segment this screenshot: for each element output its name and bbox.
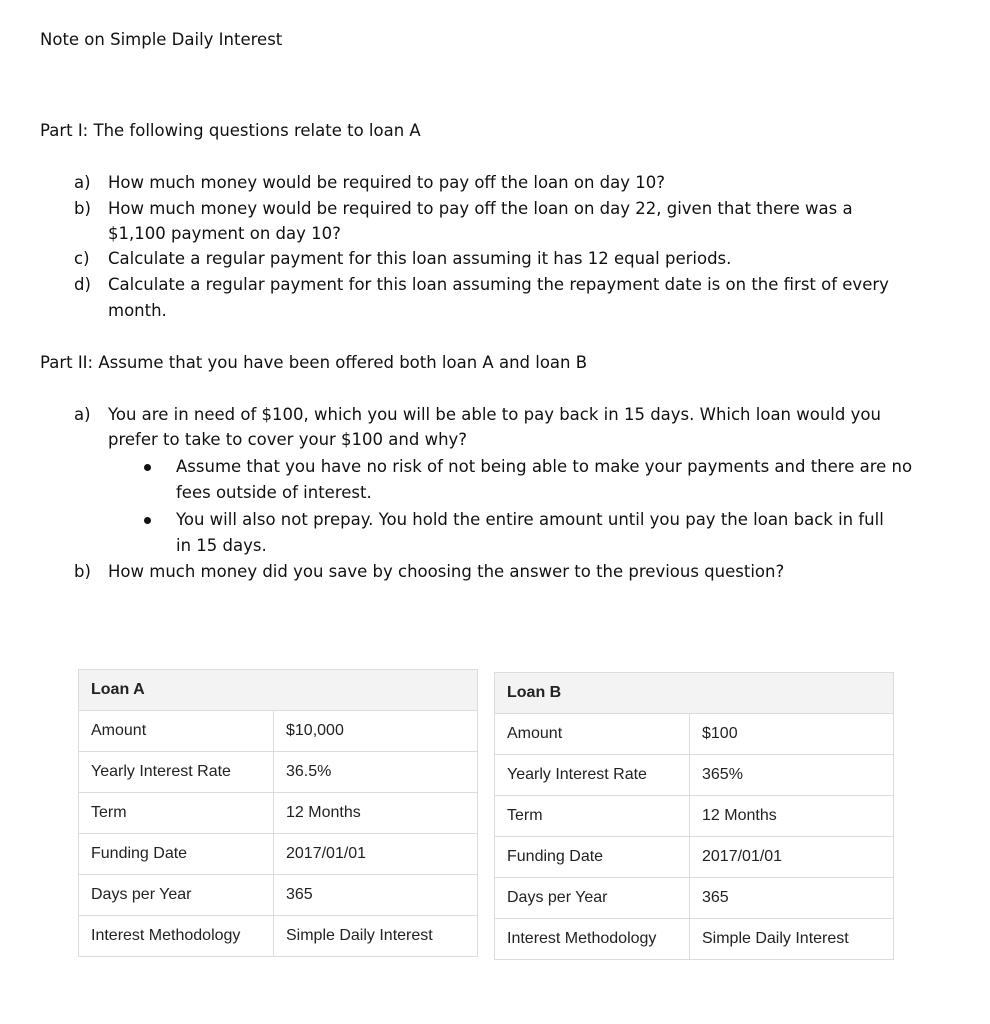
table-row xyxy=(79,916,478,957)
loan-a-label-method: Interest Methodology xyxy=(79,916,274,957)
loan-b-value-rate: 365% xyxy=(690,755,894,796)
loan-a-header: Loan A xyxy=(79,670,478,711)
loan-a-value-rate: 36.5% xyxy=(274,752,478,793)
loan-b-header: Loan B xyxy=(495,673,894,714)
table-row xyxy=(495,755,894,796)
table-row xyxy=(79,752,478,793)
part1-item-b-line2: $1,100 payment on day 10? xyxy=(108,224,341,243)
part1-item-c-line1: Calculate a regular payment for this loan assuming it has 12 equal periods. xyxy=(108,249,732,268)
loan-a-value-funding: 2017/01/01 xyxy=(274,834,478,875)
table-row xyxy=(79,711,478,752)
loan-a-value-term: 12 Months xyxy=(274,793,478,834)
loan-a-label-days: Days per Year xyxy=(79,875,274,916)
loan-b-value-funding: 2017/01/01 xyxy=(690,837,894,878)
part1-item-b-line1: How much money would be required to pay off the loan on day 22, given that there was a xyxy=(108,199,853,218)
bullet-1-line2: fees outside of interest. xyxy=(176,483,372,502)
table-row xyxy=(495,714,894,755)
loan-b-table xyxy=(494,672,894,960)
part1-item-c-marker: c) xyxy=(74,249,90,268)
table-row xyxy=(79,875,478,916)
table-header-row xyxy=(79,670,478,711)
loan-a-label-amount: Amount xyxy=(79,711,274,752)
part2-item-a-line1: You are in need of $100, which you will be able to pay back in 15 days. Which loan would you xyxy=(108,405,881,424)
bullet-2-line1: You will also not prepay. You hold the entire amount until you pay the loan back in full xyxy=(176,510,884,529)
part1-item-d-line1: Calculate a regular payment for this loan assuming the repayment date is on the first of every xyxy=(108,275,889,294)
part1-item-d-line2: month. xyxy=(108,301,167,320)
document-title: Note on Simple Daily Interest xyxy=(40,30,283,49)
part1-item-a-line1: How much money would be required to pay off the loan on day 10? xyxy=(108,173,666,192)
loan-b-label-method: Interest Methodology xyxy=(495,919,690,960)
loan-a-label-term: Term xyxy=(79,793,274,834)
bullet-1-dot xyxy=(144,464,151,471)
loan-b-label-rate: Yearly Interest Rate xyxy=(495,755,690,796)
table-row xyxy=(495,919,894,960)
loan-b-value-days: 365 xyxy=(690,878,894,919)
part2-item-b-marker: b) xyxy=(74,562,91,581)
table-header-row xyxy=(495,673,894,714)
part2-item-a-marker: a) xyxy=(74,405,91,424)
table-row xyxy=(79,834,478,875)
loan-a-value-days: 365 xyxy=(274,875,478,916)
table-row xyxy=(495,796,894,837)
loan-a-value-amount: $10,000 xyxy=(274,711,478,752)
bullet-2-line2: in 15 days. xyxy=(176,536,267,555)
table-row xyxy=(495,878,894,919)
table-row xyxy=(79,793,478,834)
part2-item-b-line1: How much money did you save by choosing the answer to the previous question? xyxy=(108,562,785,581)
bullet-2-dot xyxy=(144,517,151,524)
loan-a-label-funding: Funding Date xyxy=(79,834,274,875)
part1-heading: Part I: The following questions relate to loan A xyxy=(40,121,421,140)
loan-a-label-rate: Yearly Interest Rate xyxy=(79,752,274,793)
loan-b-value-method: Simple Daily Interest xyxy=(690,919,894,960)
loan-b-value-amount: $100 xyxy=(690,714,894,755)
part1-item-a-marker: a) xyxy=(74,173,91,192)
loan-a-value-method: Simple Daily Interest xyxy=(274,916,478,957)
part2-item-a-line2: prefer to take to cover your $100 and why? xyxy=(108,430,468,449)
part1-item-b-marker: b) xyxy=(74,199,91,218)
loan-b-label-amount: Amount xyxy=(495,714,690,755)
loan-b-label-term: Term xyxy=(495,796,690,837)
loan-b-label-funding: Funding Date xyxy=(495,837,690,878)
part2-heading: Part II: Assume that you have been offered both loan A and loan B xyxy=(40,353,588,372)
loan-b-label-days: Days per Year xyxy=(495,878,690,919)
loan-b-value-term: 12 Months xyxy=(690,796,894,837)
bullet-1-line1: Assume that you have no risk of not being able to make your payments and there are no xyxy=(176,457,913,476)
loan-a-table xyxy=(78,669,478,957)
table-row xyxy=(495,837,894,878)
part1-item-d-marker: d) xyxy=(74,275,91,294)
